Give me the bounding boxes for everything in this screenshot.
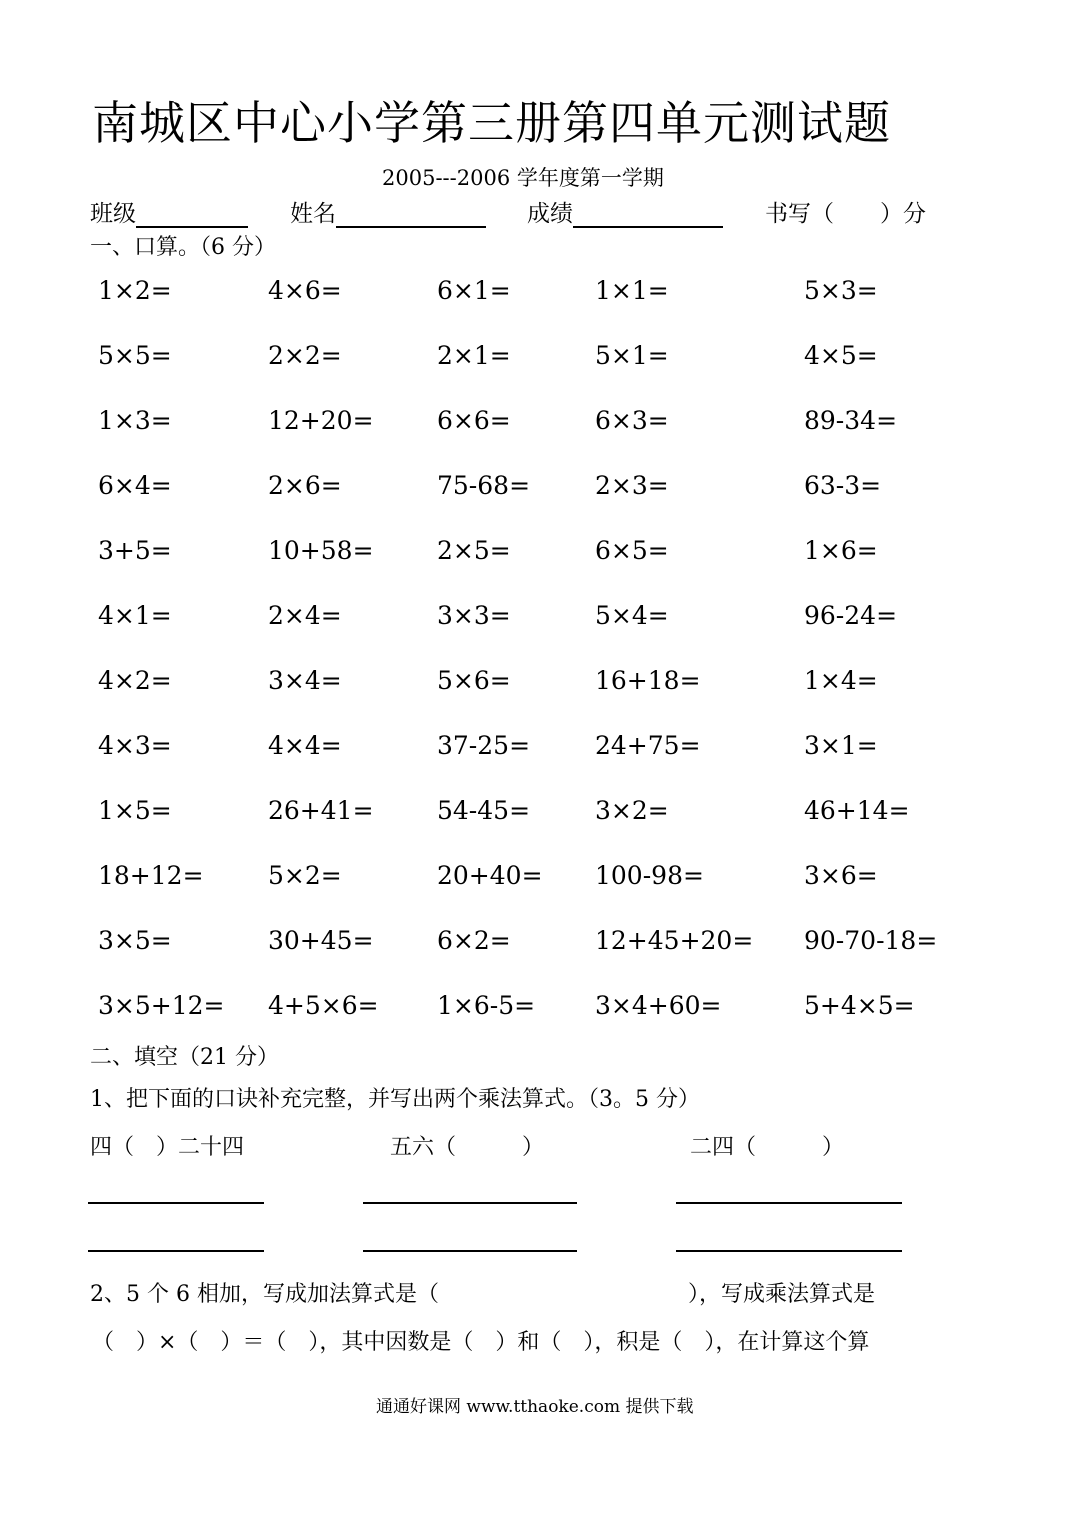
answer-line: [88, 1250, 264, 1252]
answer-line: [676, 1250, 902, 1252]
writing-field: 书写（ ）分: [765, 201, 926, 227]
name-field: [290, 195, 486, 228]
math-problem: 12+20=: [268, 406, 374, 435]
question-2-part-b: ），写成乘法算式是: [688, 1282, 876, 1307]
math-problem: 46+14=: [804, 796, 910, 825]
math-problem: 4+5×6=: [268, 991, 379, 1020]
math-problem: 6×4=: [98, 471, 172, 500]
math-problem: 96-24=: [804, 601, 898, 630]
math-problem: 24+75=: [595, 731, 701, 760]
math-problem: 5×1=: [595, 341, 669, 370]
math-problem: 5+4×5=: [804, 991, 915, 1020]
math-problem: 89-34=: [804, 406, 898, 435]
math-problem: 6×5=: [595, 536, 669, 565]
score-field: [527, 195, 723, 228]
math-problem: 3×4=: [268, 666, 342, 695]
name-label: 姓名: [290, 201, 336, 227]
math-problem: 1×3=: [98, 406, 172, 435]
math-problem: 5×5=: [98, 341, 172, 370]
math-problem: 3+5=: [98, 536, 172, 565]
math-problem: 10+58=: [268, 536, 374, 565]
math-problem: 4×2=: [98, 666, 172, 695]
math-problem: 54-45=: [437, 796, 531, 825]
class-label: 班级: [90, 201, 136, 227]
math-problem: 12+45+20=: [595, 926, 754, 955]
score-blank: [573, 204, 723, 228]
math-problem: 5×3=: [804, 276, 878, 305]
math-problem: 3×1=: [804, 731, 878, 760]
math-problem: 3×5+12=: [98, 991, 225, 1020]
math-problem: 1×1=: [595, 276, 669, 305]
math-problem: 5×6=: [437, 666, 511, 695]
math-problem: 6×2=: [437, 926, 511, 955]
math-problem: 100-98=: [595, 861, 704, 890]
math-problem: 1×2=: [98, 276, 172, 305]
math-problem: 3×2=: [595, 796, 669, 825]
math-problem: 6×3=: [595, 406, 669, 435]
math-problem: 26+41=: [268, 796, 374, 825]
answer-line: [363, 1202, 577, 1204]
math-problem: 90-70-18=: [804, 926, 938, 955]
q1-item-3: 二四（ ）: [690, 1135, 845, 1160]
math-problem: 4×5=: [804, 341, 878, 370]
math-problem: 2×6=: [268, 471, 342, 500]
math-problem: 4×4=: [268, 731, 342, 760]
math-problem: 3×6=: [804, 861, 878, 890]
math-problem: 2×4=: [268, 601, 342, 630]
math-problem: 6×1=: [437, 276, 511, 305]
math-problem: 2×5=: [437, 536, 511, 565]
math-problem: 2×3=: [595, 471, 669, 500]
name-blank: [336, 204, 486, 228]
math-problem: 5×4=: [595, 601, 669, 630]
question-2-line-2: （ ）×（ ）＝（ ），其中因数是（ ）和（ ），积是（ ），在计算这个算: [92, 1330, 870, 1355]
page-subtitle: 2005---2006 学年度第一学期: [382, 166, 664, 190]
math-problem: 2×1=: [437, 341, 511, 370]
class-field: [90, 195, 248, 228]
math-problem: 20+40=: [437, 861, 543, 890]
math-problem: 5×2=: [268, 861, 342, 890]
math-problem: 75-68=: [437, 471, 531, 500]
math-problem: 18+12=: [98, 861, 204, 890]
math-problem: 1×4=: [804, 666, 878, 695]
question-2-part-a: 2、5 个 6 相加，写成加法算式是（: [90, 1282, 439, 1307]
math-problem: 63-3=: [804, 471, 882, 500]
math-problem: 4×3=: [98, 731, 172, 760]
math-problem: 16+18=: [595, 666, 701, 695]
math-problem: 3×5=: [98, 926, 172, 955]
q1-item-2: 五六（ ）: [390, 1135, 545, 1160]
section1-heading: 一、口算。（6 分）: [90, 235, 276, 260]
score-label: 成绩: [527, 201, 573, 227]
math-problem: 1×6=: [804, 536, 878, 565]
math-problem: 4×6=: [268, 276, 342, 305]
math-problem: 2×2=: [268, 341, 342, 370]
answer-line: [676, 1202, 902, 1204]
section2-heading: 二、填空（21 分）: [90, 1045, 279, 1070]
answer-line: [363, 1250, 577, 1252]
class-blank: [136, 204, 248, 228]
math-problem: 30+45=: [268, 926, 374, 955]
math-problem: 37-25=: [437, 731, 531, 760]
math-problem: 3×3=: [437, 601, 511, 630]
math-problem: 3×4+60=: [595, 991, 722, 1020]
page-title: 南城区中心小学第三册第四单元测试题: [92, 96, 891, 150]
math-problem: 6×6=: [437, 406, 511, 435]
math-problem: 4×1=: [98, 601, 172, 630]
footer-credit: 通通好课网 www.tthaoke.com 提供下载: [376, 1397, 694, 1417]
math-problem: 1×6-5=: [437, 991, 536, 1020]
answer-line: [88, 1202, 264, 1204]
math-problem: 1×5=: [98, 796, 172, 825]
question-1: 1、把下面的口诀补充完整，并写出两个乘法算式。（3。5 分）: [90, 1087, 700, 1112]
q1-item-1: 四（ ）二十四: [90, 1135, 245, 1160]
